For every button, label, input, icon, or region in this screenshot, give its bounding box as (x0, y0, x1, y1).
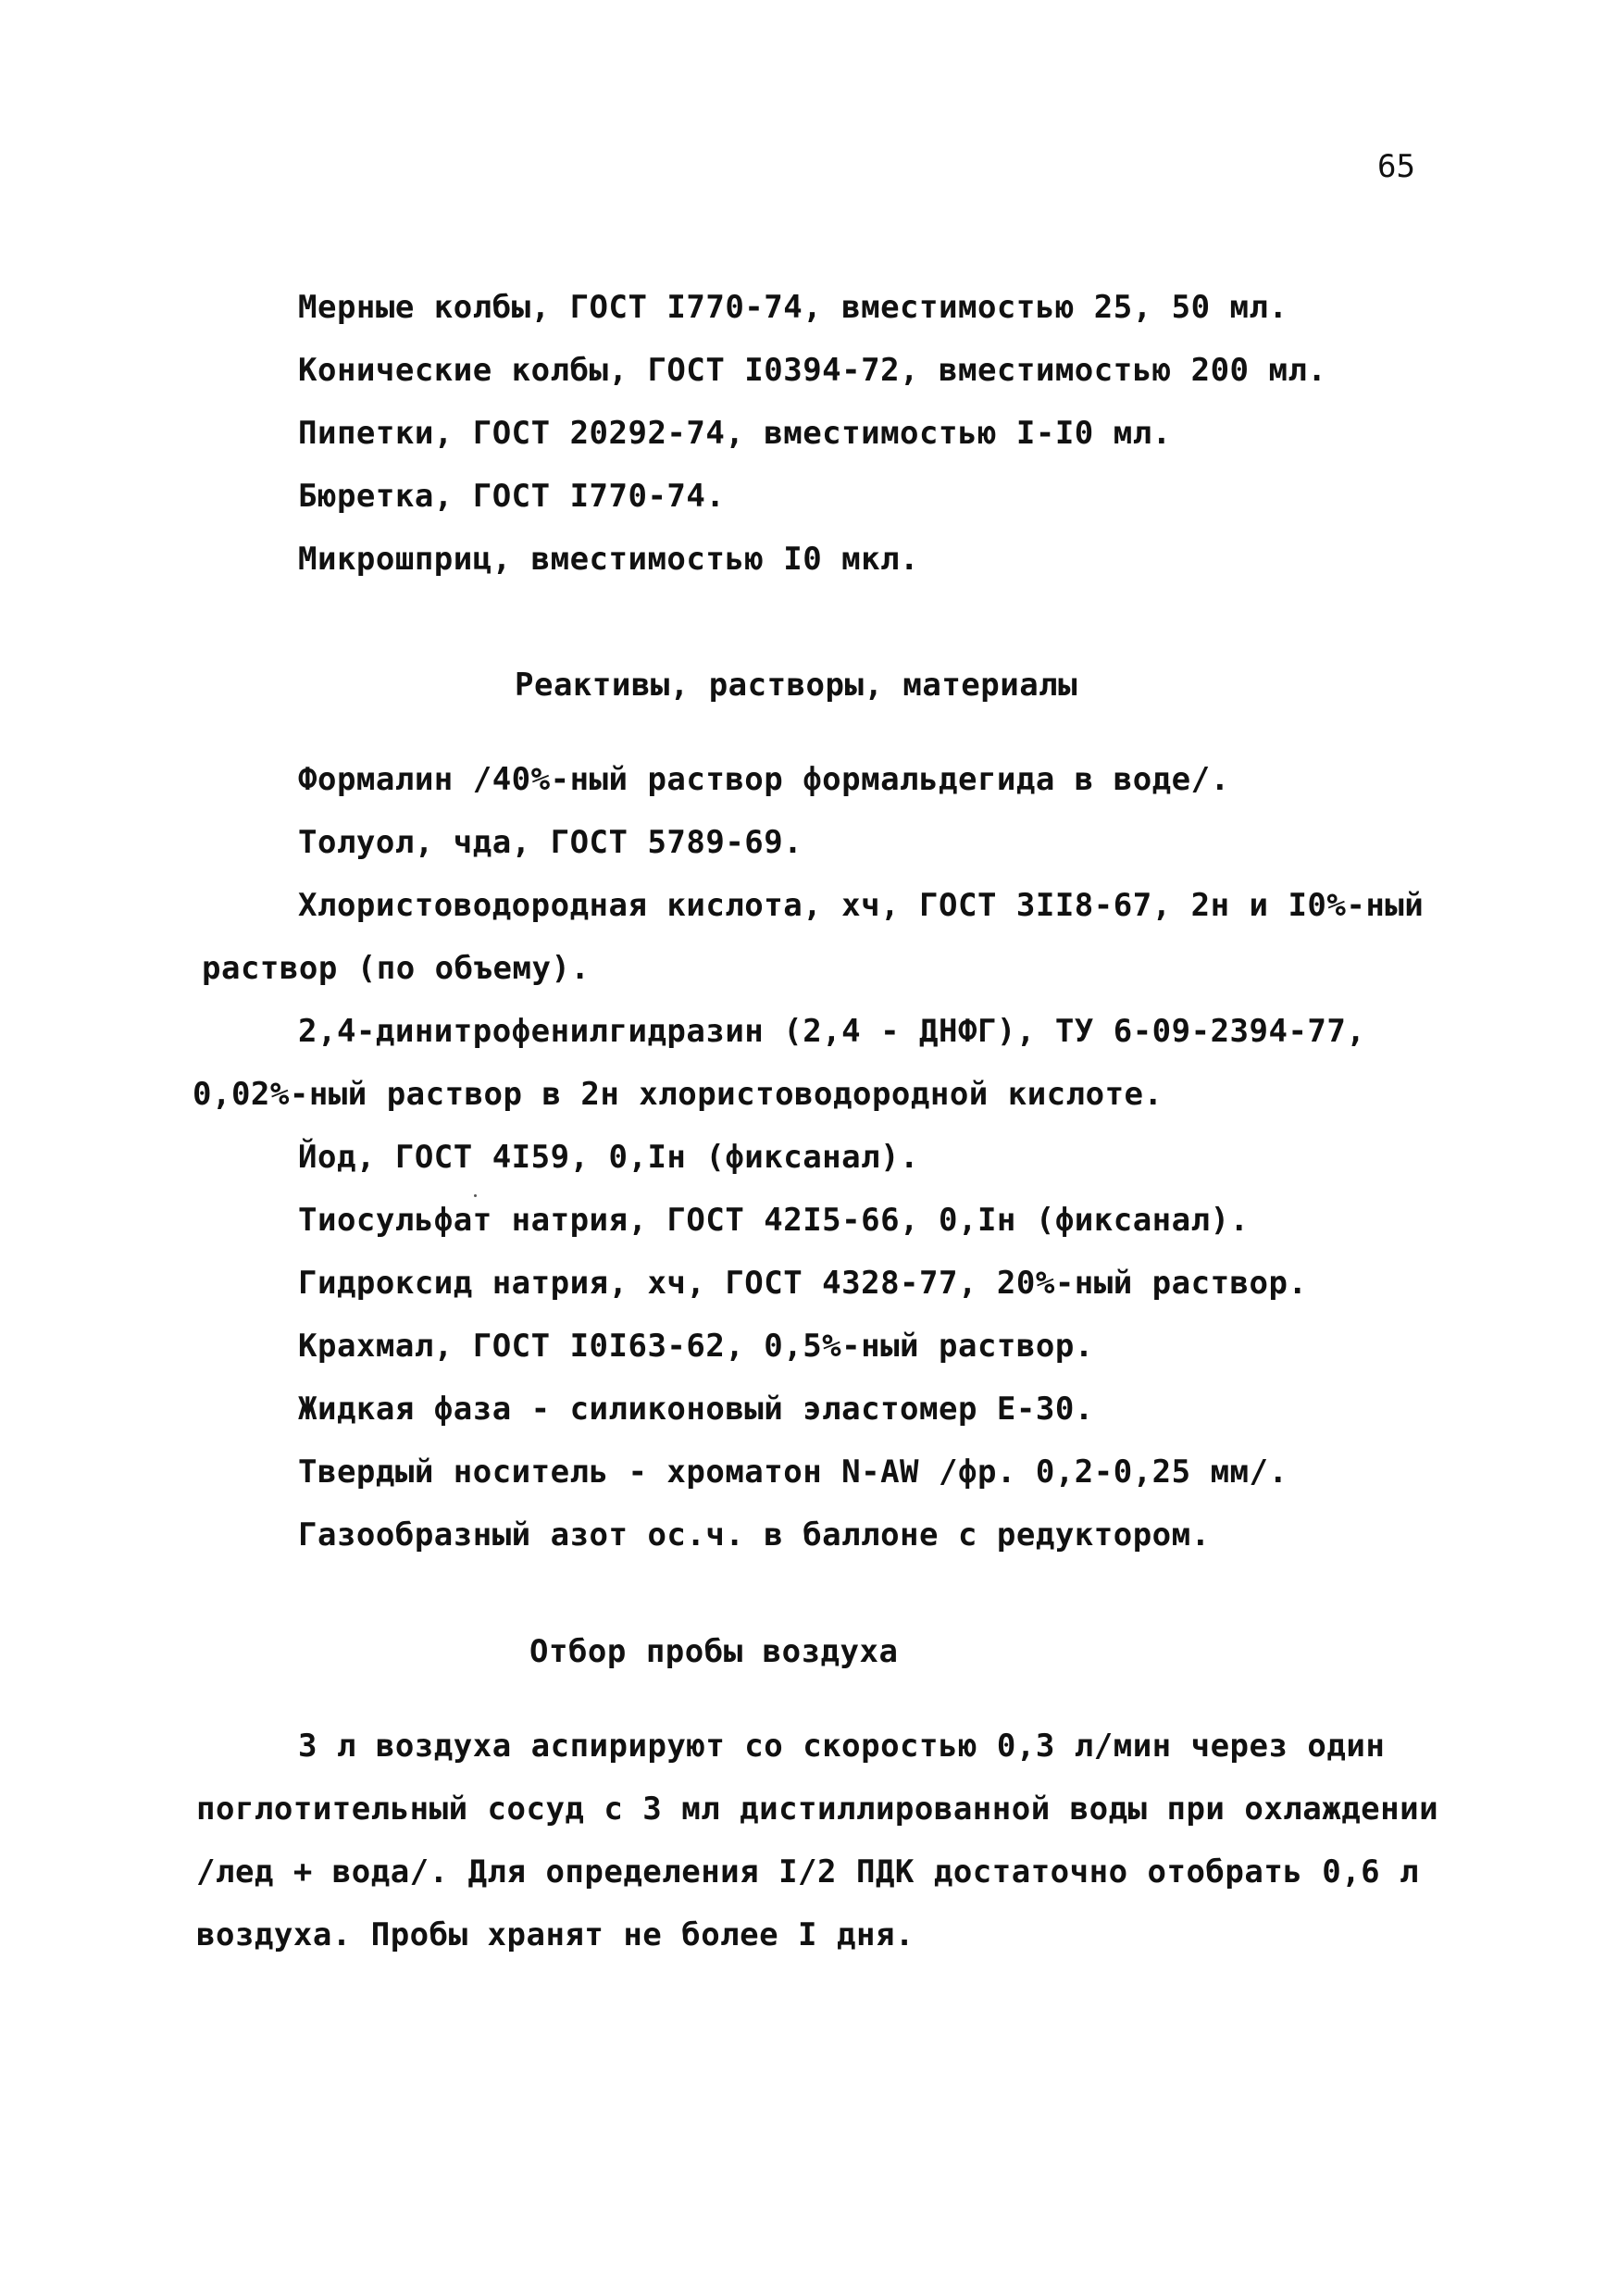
reagent-line: Толуол, чда, ГОСТ 5789-69. (298, 824, 803, 861)
reagent-line: Жидкая фаза - силиконовый эластомер Е-30. (298, 1391, 1094, 1428)
reagent-line: 2,4-динитрофенилгидразин (2,4 - ДНФГ), ТУ 6-09-2394-77, (298, 1013, 1366, 1050)
sampling-line: воздуха. Пробы хранят не более I дня. (196, 1916, 915, 1953)
reagent-line: Гидроксид натрия, хч, ГОСТ 4328-77, 20%-ный раствор. (298, 1265, 1308, 1302)
equipment-line: Мерные колбы, ГОСТ I770-74, вместимостью 25, 50 мл. (298, 289, 1288, 326)
sampling-line: /лед + вода/. Для определения I/2 ПДК достаточно отобрать 0,6 л (196, 1853, 1420, 1890)
equipment-line: Микрошприц, вместимостью I0 мкл. (298, 541, 920, 578)
sampling-line: поглотительный сосуд с 3 мл дистиллированной воды при охлаждении (196, 1791, 1439, 1828)
reagent-line: 0,02%-ный раствор в 2н хлористоводородной кислоте. (193, 1076, 1164, 1113)
reagent-line: Хлористоводородная кислота, хч, ГОСТ 3II8-67, 2н и I0%-ный (298, 887, 1425, 924)
reagent-line: Йод, ГОСТ 4I59, 0,Iн (фиксанал). (298, 1139, 920, 1176)
reagent-line: Газообразный азот ос.ч. в баллоне с редуктором. (298, 1516, 1211, 1554)
equipment-line: Пипетки, ГОСТ 20292-74, вместимостью I-I0 мл. (298, 415, 1172, 452)
reagent-line: Крахмал, ГОСТ I0I63-62, 0,5%-ный раствор. (298, 1328, 1094, 1365)
stray-mark (474, 1194, 477, 1197)
reagents-heading: Реактивы, растворы, материалы (515, 667, 1078, 704)
equipment-line: Бюретка, ГОСТ I770-74. (298, 478, 726, 515)
reagent-line: Формалин /40%-ный раствор формальдегида в воде/. (298, 761, 1230, 798)
equipment-line: Конические колбы, ГОСТ I0394-72, вместимостью 200 мл. (298, 352, 1327, 389)
reagent-line: раствор (по объему). (202, 950, 591, 987)
page-number: 65 (1377, 148, 1415, 185)
sampling-line: 3 л воздуха аспирируют со скоростью 0,3 л/мин через один (298, 1728, 1386, 1765)
sampling-heading: Отбор пробы воздуха (529, 1633, 899, 1670)
reagent-line: Твердый носитель - хроматон N-AW /фр. 0,2-0,25 мм/. (298, 1454, 1288, 1491)
reagent-line: Тиосульфат натрия, ГОСТ 42I5-66, 0,Iн (фиксанал). (298, 1202, 1250, 1239)
